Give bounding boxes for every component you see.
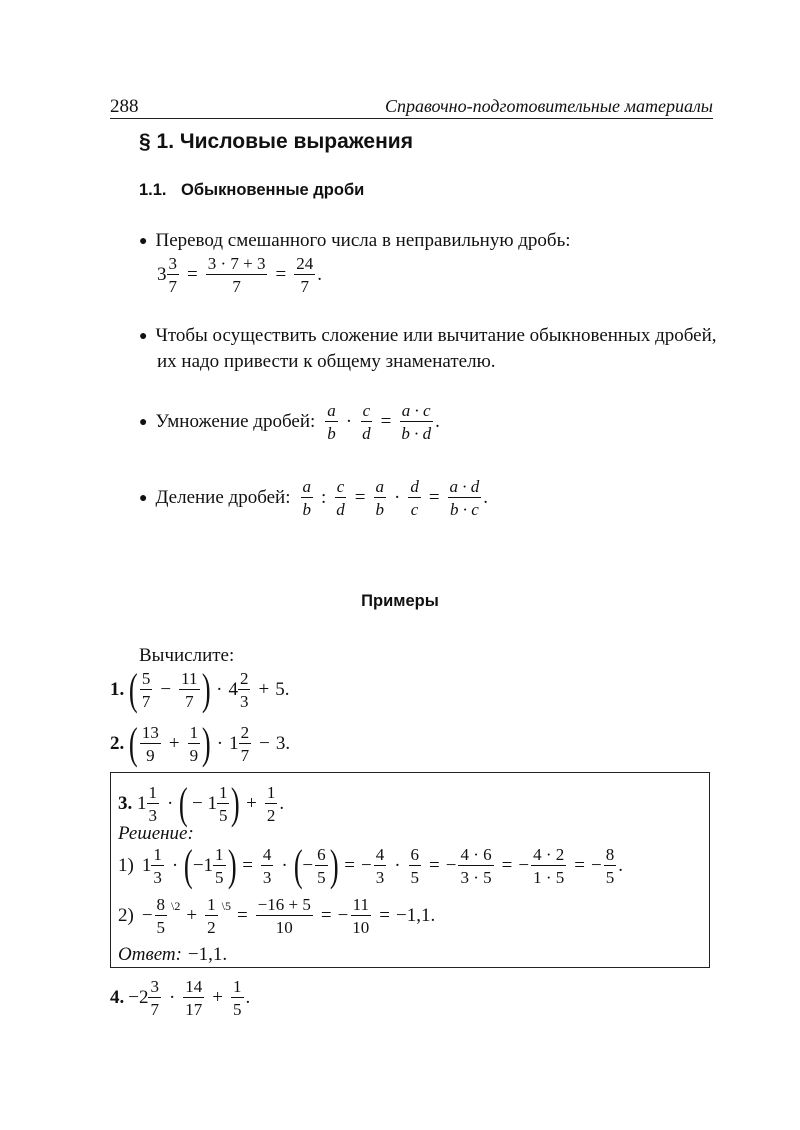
bullet-icon: ●	[139, 233, 148, 249]
bullet-mixed-number	[139, 230, 571, 252]
bullet-text: Перевод смешанного числа в неправильную дробь:	[155, 230, 571, 251]
solution-step-1: 1) 1 $\frac{1}{3}$ · ( −1 $\frac{1}{5}$ ) = $\frac{4}{3}$ · ( − $\frac{6}{5}$ ) = − $\frac{4}{3}$ · $\frac{6}{5}$ = − $\frac{4 \cdot 6}{3 \cdot 5}$ = − $\frac{4 \cdot 2}{1 \cdot 5}$ = − $\frac{8}{5}$ .	[118, 841, 623, 890]
example-number: 1.	[110, 679, 125, 700]
bullet-multiplication: ● Умножение дробей: $\frac{a}{b}$ · $\frac{c}{d}$ = $\frac{a \cdot c}{b \cdot d}$ .	[139, 401, 440, 443]
answer-value: −1,1.	[187, 944, 228, 965]
section-title: § 1. Числовые выражения	[139, 130, 413, 153]
step-number: 1)	[118, 855, 134, 876]
step-number: 2)	[118, 905, 134, 926]
example-number: 3.	[118, 793, 133, 814]
bullet-icon: ●	[139, 414, 148, 430]
header-rule	[110, 118, 713, 119]
example-number: 2.	[110, 733, 125, 754]
subsection-heading	[139, 181, 364, 200]
bullet-division: ● Деление дробей: $\frac{a}{b}$ : $\frac{c}{d}$ = $\frac{a}{b}$ · $\frac{d}{c}$ = $\frac{a \cdot d}{b \cdot c}$ .	[139, 477, 489, 519]
example-2: 2. ( $\frac{13}{9}$ + $\frac{1}{9}$ ) · 1 $\frac{2}{7}$ − 3.	[110, 719, 291, 768]
subsection-title: Обыкновенные дроби	[181, 181, 365, 199]
bullet-text: Деление дробей:	[155, 487, 291, 508]
bullet-common-denominator	[139, 323, 717, 375]
solution-step-2: 2) − $\frac{8}{5}$ \2 + $\frac{1}{2}$ \5 = $\frac{-16 + 5}{10}$ = − $\frac{11}{10}$ = −1,1.	[118, 895, 436, 937]
formula-mixed-to-improper: 3 $\frac{3}{7}$ = $\frac{3 \cdot 7 + 3}{7}$ = $\frac{24}{7}$ .	[157, 254, 322, 296]
answer-label: Ответ:	[118, 944, 182, 965]
bullet-icon: ●	[139, 490, 148, 506]
bullet-text-line2: их надо привести к общему знаменателю.	[157, 351, 496, 372]
example-3: 3. 1 $\frac{1}{3}$ · ( − 1 $\frac{1}{5}$ ) + $\frac{1}{2}$ .	[118, 779, 285, 828]
bullet-text: Умножение дробей:	[155, 411, 316, 432]
bullet-text-line1: Чтобы осуществить сложение или вычитание обыкновенных дробей,	[155, 325, 717, 346]
solution-label: Решение:	[118, 823, 194, 844]
page-number: 288	[110, 96, 139, 117]
subsection-number: 1.1.	[139, 181, 167, 199]
example-number: 4.	[110, 987, 125, 1008]
answer-line	[118, 944, 227, 966]
example-4: 4. −2 $\frac{3}{7}$ · $\frac{14}{17}$ + $\frac{1}{5}$ .	[110, 977, 251, 1019]
bullet-icon: ●	[139, 328, 148, 344]
examples-intro: Вычислите:	[139, 645, 235, 666]
example-1: 1. ( $\frac{5}{7}$ − $\frac{11}{7}$ ) · 4 $\frac{2}{3}$ + 5.	[110, 665, 290, 714]
running-title: Справочно-подготовительные материалы	[384, 96, 713, 116]
examples-title: Примеры	[361, 592, 439, 610]
